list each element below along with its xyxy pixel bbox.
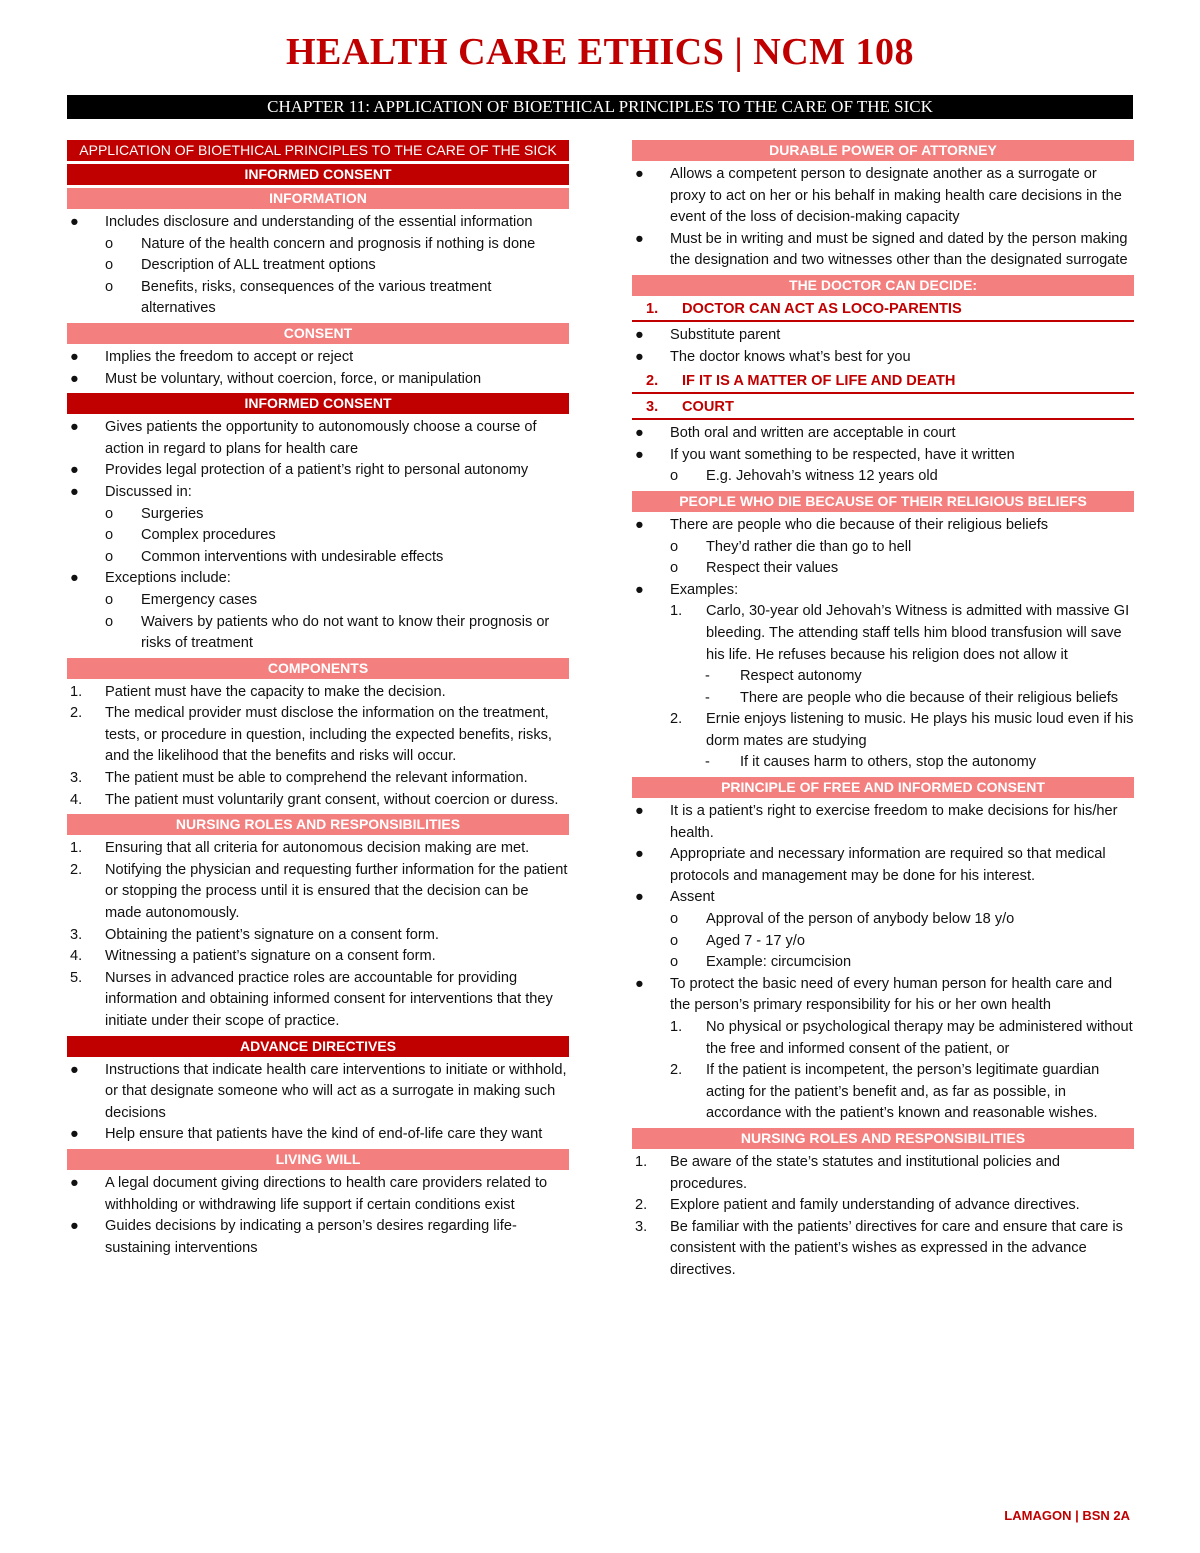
list-item: ● Must be in writing and must be signed and dated by the person making the designation and two witnesses other than the designated surrogate	[635, 230, 1128, 269]
subheading-loco-parentis: 1. DOCTOR CAN ACT AS LOCO-PARENTIS	[632, 299, 1134, 322]
list-item: o Aged 7 - 17 y/o	[670, 932, 805, 949]
list-item: o Description of ALL treatment options	[105, 257, 376, 274]
list-item: o E.g. Jehovah’s witness 12 years old	[670, 468, 938, 485]
advance-directives-list	[67, 1060, 569, 1146]
list-item: ● Exceptions include:	[70, 570, 231, 587]
list-item: ● Implies the freedom to accept or reject	[70, 348, 354, 365]
list-item: ● Provides legal protection of a patient’s right to personal autonomy	[70, 462, 529, 479]
section-header-nursing-roles: NURSING ROLES AND RESPONSIBILITIES	[67, 814, 569, 835]
consent-list	[67, 347, 569, 390]
nursing-roles-2-list	[632, 1152, 1134, 1282]
subheading-life-and-death: 2. IF IT IS A MATTER OF LIFE AND DEATH	[632, 371, 1134, 394]
information-list	[67, 212, 569, 320]
loco-parentis-list	[632, 325, 1134, 368]
nursing-roles-list	[67, 838, 569, 1032]
right-column	[632, 140, 1134, 1282]
list-item: ● Assent	[635, 889, 715, 906]
list-item: ● It is a patient’s right to exercise freedom to make decisions for his/her health.	[635, 803, 1118, 841]
living-will-list	[67, 1173, 569, 1259]
list-item: 1. Carlo, 30-year old Jehovah’s Witness is admitted with massive GI bleeding. The attending staff tells him blood transfusion will save his life. He refuses because his religion does not allow it	[670, 603, 1130, 663]
list-item: 1. No physical or psychological therapy may be administered without the free and informed consent of the patient, or	[670, 1019, 1133, 1057]
list-item: - There are people who die because of their religious beliefs	[705, 689, 1119, 706]
list-item: 4. The patient must voluntarily grant consent, without coercion or duress.	[70, 791, 559, 808]
components-list	[67, 682, 569, 812]
section-header-informed-consent: INFORMED CONSENT	[67, 164, 569, 185]
list-item: ● Help ensure that patients have the kind of end-of-life care they want	[70, 1126, 543, 1143]
section-header-religious-beliefs: PEOPLE WHO DIE BECAUSE OF THEIR RELIGIOUS BELIEFS	[632, 491, 1134, 512]
list-item: 3. Be familiar with the patients’ directives for care and ensure that care is consistent with the patient’s wishes as expressed in the advance directives.	[635, 1218, 1123, 1278]
list-item: ● Includes disclosure and understanding of the essential information	[70, 214, 533, 230]
court-list	[632, 423, 1134, 488]
durable-poa-list	[632, 164, 1134, 272]
list-item: ● Gives patients the opportunity to autonomously choose a course of action in regard to plans for health care	[70, 419, 537, 457]
section-header-information: INFORMATION	[67, 188, 569, 209]
list-item: o Respect their values	[670, 560, 839, 577]
religious-beliefs-list	[632, 515, 1134, 774]
section-header-durable-poa: DURABLE POWER OF ATTORNEY	[632, 140, 1134, 161]
list-item: o Common interventions with undesirable effects	[105, 548, 444, 565]
section-header-living-will: LIVING WILL	[67, 1149, 569, 1170]
left-column	[67, 140, 569, 1259]
list-item: 1. Ensuring that all criteria for autonomous decision making are met.	[70, 840, 530, 857]
section-header-nursing-roles-2: NURSING ROLES AND RESPONSIBILITIES	[632, 1128, 1134, 1149]
chapter-heading: CHAPTER 11: APPLICATION OF BIOETHICAL PRINCIPLES TO THE CARE OF THE SICK	[67, 95, 1133, 119]
list-item: 2. Notifying the physician and requesting further information for the patient or stopping the process until it is ensured that the decision can be made autonomously.	[70, 861, 568, 922]
section-header-consent: CONSENT	[67, 323, 569, 344]
document-title: HEALTH CARE ETHICS | NCM 108	[285, 31, 914, 73]
list-item: o Benefits, risks, consequences of the various treatment alternatives	[105, 278, 492, 317]
list-item: ● Appropriate and necessary information are required so that medical protocols and management may be done for his interest.	[635, 846, 1106, 884]
list-item: o Complex procedures	[105, 527, 276, 544]
footer-author: LAMAGON | BSN 2A	[1004, 1508, 1130, 1523]
section-header-doctor-decide: THE DOCTOR CAN DECIDE:	[632, 275, 1134, 296]
list-item: 2. Ernie enjoys listening to music. He plays his music loud even if his dorm mates are studying	[670, 711, 1134, 749]
list-item: 3. The patient must be able to comprehend the relevant information.	[70, 770, 528, 787]
informed-consent-list	[67, 417, 569, 655]
list-item: 2. Explore patient and family understanding of advance directives.	[635, 1197, 1080, 1214]
section-header-informed-consent-2: INFORMED CONSENT	[67, 393, 569, 414]
list-item: 1. Be aware of the state’s statutes and institutional policies and procedures.	[635, 1153, 1060, 1192]
list-item: ● If you want something to be respected, have it written	[635, 446, 1015, 463]
list-item: o Nature of the health concern and prognosis if nothing is done	[105, 235, 536, 252]
list-item: ● Substitute parent	[635, 326, 781, 343]
list-item: o Approval of the person of anybody below 18 y/o	[670, 911, 1015, 928]
list-item: 4. Witnessing a patient’s signature on a consent form.	[70, 948, 436, 965]
list-item: ● Instructions that indicate health care interventions to initiate or withhold, or that designate someone who will act as a surrogate in making such decisions	[70, 1061, 567, 1121]
list-item: 2. If the patient is incompetent, the person’s legitimate guardian acting for the patient’s benefit and, as far as possible, in accordance with the patient’s known and reasonable wishes.	[670, 1062, 1100, 1122]
list-item: ● Guides decisions by indicating a person’s desires regarding life-sustaining interventions	[70, 1218, 517, 1256]
section-header-advance-directives: ADVANCE DIRECTIVES	[67, 1036, 569, 1057]
list-item: ● Discussed in:	[70, 483, 192, 500]
list-item: - If it causes harm to others, stop the autonomy	[705, 754, 1037, 771]
list-item: o Emergency cases	[105, 591, 257, 608]
list-item: o Example: circumcision	[670, 954, 852, 971]
section-header-main: APPLICATION OF BIOETHICAL PRINCIPLES TO THE CARE OF THE SICK	[67, 140, 569, 161]
list-item: - Respect autonomy	[705, 668, 862, 685]
list-item: ● Examples:	[635, 581, 739, 598]
list-item: o They’d rather die than go to hell	[670, 538, 912, 555]
list-item: ● Both oral and written are acceptable in court	[635, 425, 956, 442]
list-item: 2. The medical provider must disclose the information on the treatment, tests, or procedure in question, including the expected benefits, risks, and the likelihood that the benefits and risks will occur.	[70, 705, 552, 765]
list-item: ● The doctor knows what’s best for you	[635, 348, 911, 365]
list-item: o Waivers by patients who do not want to know their prognosis or risks of treatment	[105, 613, 550, 652]
list-item: ● A legal document giving directions to health care providers related to withholding or withdrawing life support if certain conditions exist	[70, 1174, 548, 1213]
free-informed-consent-list	[632, 801, 1134, 1125]
list-item: ● Must be voluntary, without coercion, force, or manipulation	[70, 370, 482, 387]
list-item: ● To protect the basic need of every human person for health care and the person’s primary responsibility for his or her own health	[635, 975, 1113, 1014]
subheading-court: 3. COURT	[632, 397, 1134, 420]
list-item: o Surgeries	[105, 505, 204, 522]
list-item: ● Allows a competent person to designate another as a surrogate or proxy to act on her or his behalf in making health care decisions in the event of the loss of decision-making capacity	[635, 166, 1122, 226]
list-item: 3. Obtaining the patient’s signature on a consent form.	[70, 926, 439, 943]
list-item: 5. Nurses in advanced practice roles are accountable for providing information and obtaining informed consent for interventions that they initiate under their scope of practice.	[70, 969, 553, 1029]
section-header-components: COMPONENTS	[67, 658, 569, 679]
list-item: ● There are people who die because of their religious beliefs	[635, 516, 1049, 533]
section-header-free-informed-consent: PRINCIPLE OF FREE AND INFORMED CONSENT	[632, 777, 1134, 798]
list-item: 1. Patient must have the capacity to make the decision.	[70, 683, 446, 700]
